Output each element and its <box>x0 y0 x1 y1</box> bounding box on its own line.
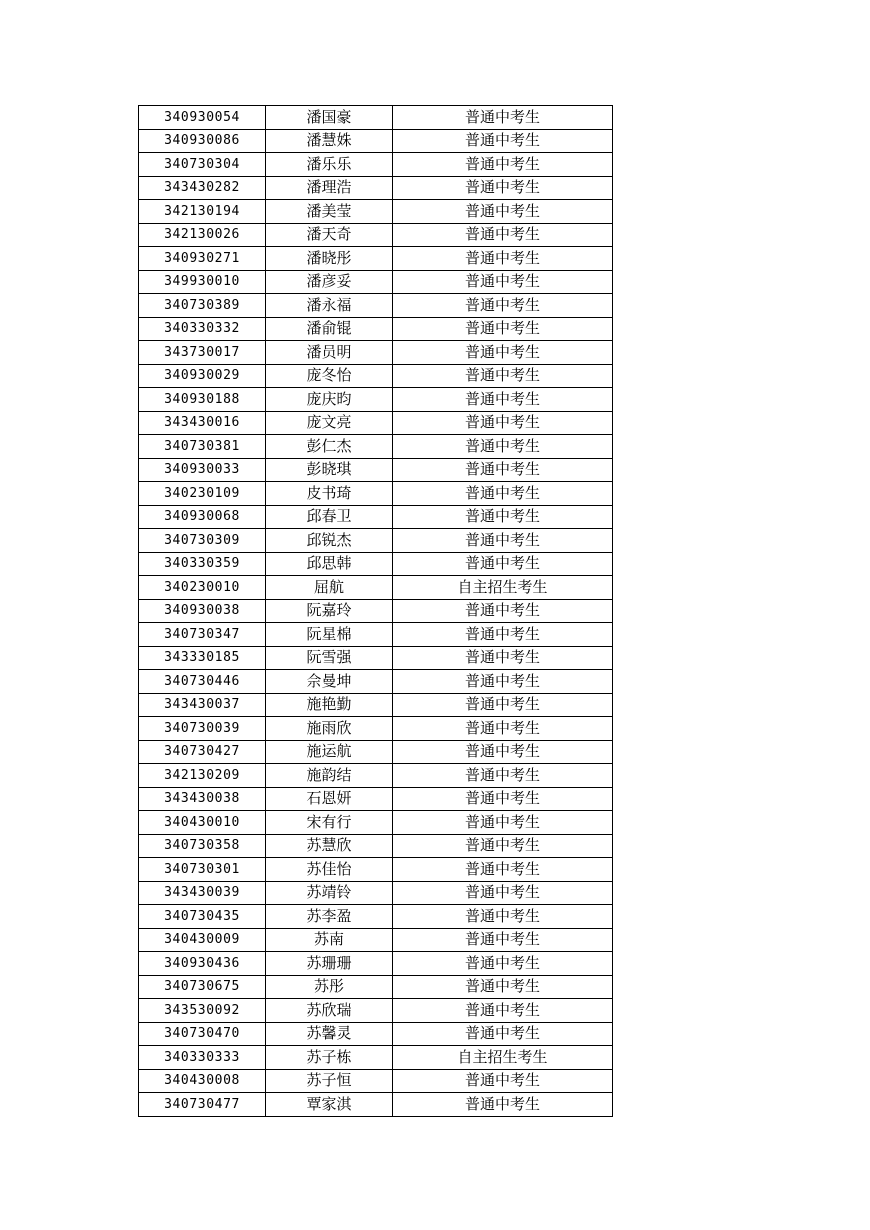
candidate-name-cell: 潘国豪 <box>266 106 393 130</box>
candidate-name-cell: 潘美莹 <box>266 200 393 224</box>
candidate-name-cell: 苏子恒 <box>266 1069 393 1093</box>
candidate-type-cell: 普通中考生 <box>393 858 613 882</box>
candidate-type-cell: 普通中考生 <box>393 623 613 647</box>
candidate-id-cell: 343430037 <box>139 693 266 717</box>
candidate-id-cell: 343330185 <box>139 646 266 670</box>
table-row <box>139 552 613 576</box>
candidate-type-cell: 自主招生考生 <box>393 1046 613 1070</box>
candidate-type-cell: 普通中考生 <box>393 1093 613 1117</box>
candidate-name-cell: 苏珊珊 <box>266 952 393 976</box>
candidate-type-cell: 普通中考生 <box>393 999 613 1023</box>
candidate-type-cell: 普通中考生 <box>393 1022 613 1046</box>
candidate-type-cell: 普通中考生 <box>393 388 613 412</box>
candidate-name-cell: 彭晓琪 <box>266 458 393 482</box>
candidate-id-cell: 343430039 <box>139 881 266 905</box>
table-row <box>139 153 613 177</box>
candidate-type-cell: 普通中考生 <box>393 247 613 271</box>
candidate-id-cell: 342130026 <box>139 223 266 247</box>
candidate-type-cell: 普通中考生 <box>393 952 613 976</box>
candidate-type-cell: 普通中考生 <box>393 928 613 952</box>
candidate-type-cell: 普通中考生 <box>393 153 613 177</box>
candidate-name-cell: 潘晓彤 <box>266 247 393 271</box>
candidate-id-cell: 340330332 <box>139 317 266 341</box>
candidate-name-cell: 阮雪强 <box>266 646 393 670</box>
table-row <box>139 999 613 1023</box>
candidate-id-cell: 342130194 <box>139 200 266 224</box>
candidate-name-cell: 施艳勤 <box>266 693 393 717</box>
candidate-name-cell: 潘理浩 <box>266 176 393 200</box>
candidate-id-cell: 343730017 <box>139 341 266 365</box>
candidate-name-cell: 邱锐杰 <box>266 529 393 553</box>
candidate-id-cell: 349930010 <box>139 270 266 294</box>
candidate-id-cell: 340730477 <box>139 1093 266 1117</box>
candidate-name-cell: 苏子栋 <box>266 1046 393 1070</box>
table-row <box>139 388 613 412</box>
candidate-id-cell: 340930068 <box>139 505 266 529</box>
candidate-type-cell: 普通中考生 <box>393 176 613 200</box>
candidate-name-cell: 潘天奇 <box>266 223 393 247</box>
candidate-name-cell: 宋有行 <box>266 811 393 835</box>
table-row <box>139 317 613 341</box>
candidate-name-cell: 潘员明 <box>266 341 393 365</box>
table-row <box>139 200 613 224</box>
candidate-name-cell: 皮书琦 <box>266 482 393 506</box>
candidate-id-cell: 340930188 <box>139 388 266 412</box>
table-row <box>139 505 613 529</box>
candidate-name-cell: 苏彤 <box>266 975 393 999</box>
table-row <box>139 1069 613 1093</box>
table-row <box>139 341 613 365</box>
candidate-type-cell: 普通中考生 <box>393 1069 613 1093</box>
candidate-name-cell: 佘曼坤 <box>266 670 393 694</box>
table-row <box>139 529 613 553</box>
candidate-name-cell: 邱思韩 <box>266 552 393 576</box>
candidate-type-cell: 普通中考生 <box>393 905 613 929</box>
candidate-type-cell: 普通中考生 <box>393 294 613 318</box>
candidate-type-cell: 普通中考生 <box>393 458 613 482</box>
candidate-name-cell: 苏靖铃 <box>266 881 393 905</box>
candidate-type-cell: 普通中考生 <box>393 975 613 999</box>
candidate-id-cell: 340730470 <box>139 1022 266 1046</box>
candidate-name-cell: 彭仁杰 <box>266 435 393 459</box>
candidate-name-cell: 阮星棉 <box>266 623 393 647</box>
candidate-name-cell: 施运航 <box>266 740 393 764</box>
candidate-id-cell: 340730381 <box>139 435 266 459</box>
table-row <box>139 294 613 318</box>
candidate-name-cell: 屈航 <box>266 576 393 600</box>
candidate-type-cell: 普通中考生 <box>393 270 613 294</box>
candidate-name-cell: 苏南 <box>266 928 393 952</box>
candidate-id-cell: 340930086 <box>139 129 266 153</box>
candidate-type-cell: 普通中考生 <box>393 482 613 506</box>
candidate-id-cell: 343430038 <box>139 787 266 811</box>
table-row <box>139 458 613 482</box>
table-row <box>139 717 613 741</box>
candidate-type-cell: 普通中考生 <box>393 834 613 858</box>
candidate-id-cell: 340930033 <box>139 458 266 482</box>
candidate-id-cell: 340430008 <box>139 1069 266 1093</box>
candidate-id-cell: 340930271 <box>139 247 266 271</box>
candidate-type-cell: 普通中考生 <box>393 787 613 811</box>
candidate-name-cell: 覃家淇 <box>266 1093 393 1117</box>
candidate-type-cell: 普通中考生 <box>393 364 613 388</box>
candidate-type-cell: 普通中考生 <box>393 646 613 670</box>
candidate-type-cell: 自主招生考生 <box>393 576 613 600</box>
candidate-type-cell: 普通中考生 <box>393 106 613 130</box>
table-row <box>139 834 613 858</box>
candidate-name-cell: 苏慧欣 <box>266 834 393 858</box>
candidate-type-cell: 普通中考生 <box>393 200 613 224</box>
table-row <box>139 693 613 717</box>
candidate-id-cell: 343430016 <box>139 411 266 435</box>
candidate-type-cell: 普通中考生 <box>393 670 613 694</box>
table-row <box>139 599 613 623</box>
candidate-id-cell: 342130209 <box>139 764 266 788</box>
candidate-id-cell: 340730358 <box>139 834 266 858</box>
candidate-id-cell: 340330359 <box>139 552 266 576</box>
candidate-name-cell: 苏佳怡 <box>266 858 393 882</box>
candidate-id-cell: 340730389 <box>139 294 266 318</box>
candidate-id-cell: 340730039 <box>139 717 266 741</box>
table-row <box>139 858 613 882</box>
table-row <box>139 247 613 271</box>
candidate-name-cell: 施韵结 <box>266 764 393 788</box>
candidate-name-cell: 潘俞锟 <box>266 317 393 341</box>
candidate-type-cell: 普通中考生 <box>393 317 613 341</box>
candidate-type-cell: 普通中考生 <box>393 505 613 529</box>
candidate-type-cell: 普通中考生 <box>393 223 613 247</box>
table-row <box>139 223 613 247</box>
table-row <box>139 482 613 506</box>
candidate-id-cell: 340430010 <box>139 811 266 835</box>
candidate-id-cell: 340730446 <box>139 670 266 694</box>
table-row <box>139 975 613 999</box>
candidate-id-cell: 343430282 <box>139 176 266 200</box>
candidate-id-cell: 340730675 <box>139 975 266 999</box>
candidate-type-cell: 普通中考生 <box>393 693 613 717</box>
table-row <box>139 928 613 952</box>
candidate-id-cell: 340430009 <box>139 928 266 952</box>
candidate-name-cell: 潘乐乐 <box>266 153 393 177</box>
candidate-name-cell: 邱春卫 <box>266 505 393 529</box>
table-row <box>139 646 613 670</box>
candidate-id-cell: 340330333 <box>139 1046 266 1070</box>
candidate-id-cell: 340930038 <box>139 599 266 623</box>
candidate-name-cell: 苏欣瑞 <box>266 999 393 1023</box>
candidate-id-cell: 340930054 <box>139 106 266 130</box>
candidate-id-cell: 340730304 <box>139 153 266 177</box>
candidate-name-cell: 阮嘉玲 <box>266 599 393 623</box>
table-row <box>139 411 613 435</box>
table-row <box>139 905 613 929</box>
table-row <box>139 176 613 200</box>
candidate-type-cell: 普通中考生 <box>393 411 613 435</box>
candidate-name-cell: 施雨欣 <box>266 717 393 741</box>
candidate-type-cell: 普通中考生 <box>393 529 613 553</box>
candidate-name-cell: 苏李盈 <box>266 905 393 929</box>
table-row <box>139 811 613 835</box>
table-row <box>139 270 613 294</box>
candidate-id-cell: 340930436 <box>139 952 266 976</box>
candidate-type-cell: 普通中考生 <box>393 129 613 153</box>
candidate-type-cell: 普通中考生 <box>393 717 613 741</box>
candidate-id-cell: 340930029 <box>139 364 266 388</box>
table-row <box>139 787 613 811</box>
candidate-type-cell: 普通中考生 <box>393 435 613 459</box>
table-row <box>139 623 613 647</box>
candidate-type-cell: 普通中考生 <box>393 740 613 764</box>
candidate-id-cell: 340730301 <box>139 858 266 882</box>
table-row <box>139 764 613 788</box>
candidate-name-cell: 潘慧姝 <box>266 129 393 153</box>
candidate-type-cell: 普通中考生 <box>393 881 613 905</box>
candidate-type-cell: 普通中考生 <box>393 764 613 788</box>
candidate-id-cell: 340730427 <box>139 740 266 764</box>
candidate-name-cell: 苏馨灵 <box>266 1022 393 1046</box>
table-row <box>139 1022 613 1046</box>
table-row <box>139 129 613 153</box>
table-row <box>139 1093 613 1117</box>
candidate-name-cell: 石恩妍 <box>266 787 393 811</box>
candidate-name-cell: 潘永福 <box>266 294 393 318</box>
candidate-name-cell: 庞庆昀 <box>266 388 393 412</box>
candidate-name-cell: 潘彦妥 <box>266 270 393 294</box>
table-row <box>139 1046 613 1070</box>
candidate-type-cell: 普通中考生 <box>393 341 613 365</box>
candidate-id-cell: 340230109 <box>139 482 266 506</box>
candidate-type-cell: 普通中考生 <box>393 599 613 623</box>
candidate-table-body <box>139 106 613 1117</box>
candidate-id-cell: 340230010 <box>139 576 266 600</box>
candidate-id-cell: 340730435 <box>139 905 266 929</box>
candidate-name-cell: 庞冬怡 <box>266 364 393 388</box>
table-row <box>139 364 613 388</box>
table-row <box>139 670 613 694</box>
candidate-id-cell: 343530092 <box>139 999 266 1023</box>
table-row <box>139 740 613 764</box>
candidate-table <box>138 105 613 1117</box>
candidate-name-cell: 庞文亮 <box>266 411 393 435</box>
candidate-id-cell: 340730309 <box>139 529 266 553</box>
table-row <box>139 952 613 976</box>
table-row <box>139 106 613 130</box>
candidate-type-cell: 普通中考生 <box>393 552 613 576</box>
candidate-type-cell: 普通中考生 <box>393 811 613 835</box>
table-row <box>139 576 613 600</box>
table-row <box>139 881 613 905</box>
candidate-id-cell: 340730347 <box>139 623 266 647</box>
table-row <box>139 435 613 459</box>
